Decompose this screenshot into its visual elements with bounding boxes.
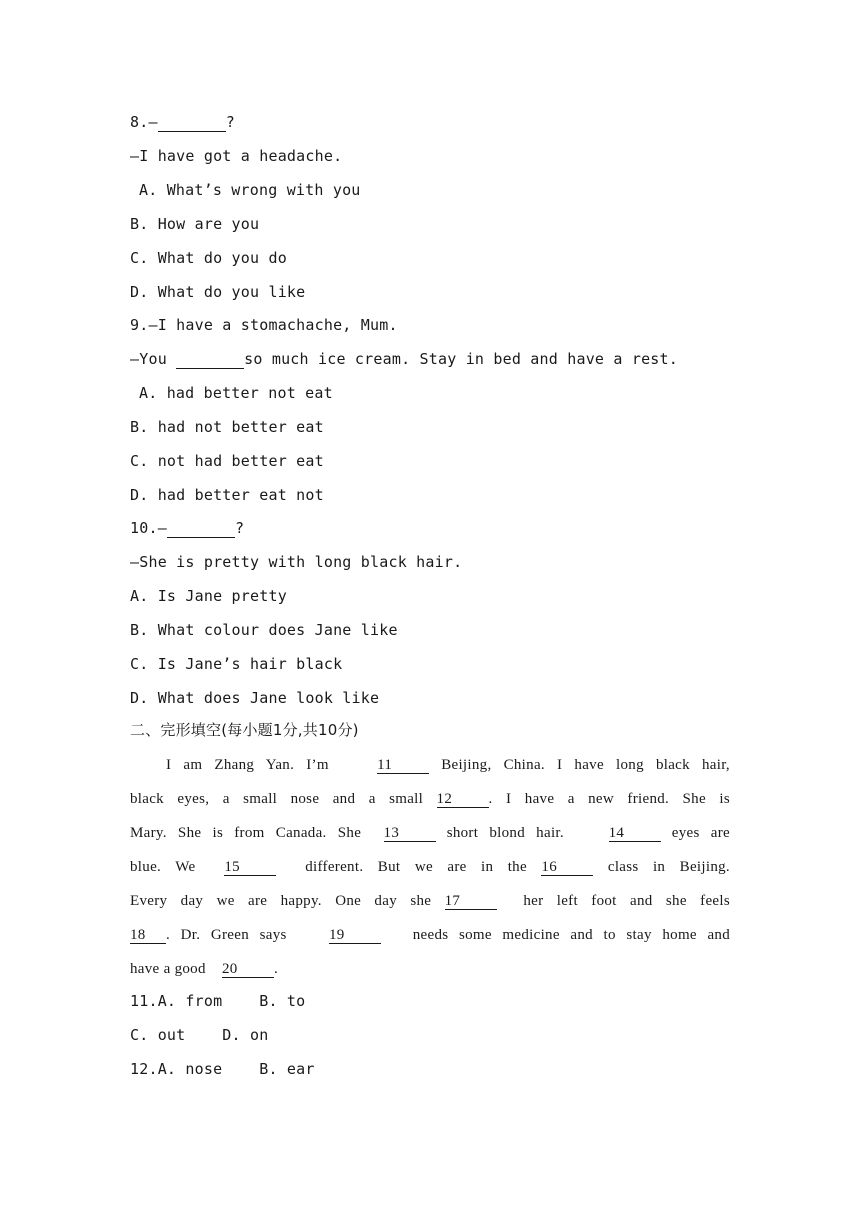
- passage-line-1: I am Zhang Yan. I’m 11 Beijing, China. I have long black hair,: [166, 757, 730, 773]
- question-9-option-b: B. had not better eat: [130, 418, 324, 436]
- question-10-stem: 10.— ?: [130, 519, 245, 537]
- passage-line-3: Mary. She is from Canada. She 13 short blond hair. 14 eyes are: [130, 825, 730, 841]
- blank-11: 11: [377, 757, 429, 774]
- answer-blank: [167, 520, 235, 538]
- passage-line-2: black eyes, a small nose and a small 12 . I have a new friend. She is: [130, 791, 730, 807]
- question-8-reply: —I have got a headache.: [130, 147, 343, 165]
- question-9-option-c: C. not had better eat: [130, 452, 324, 470]
- blank-17: 17: [445, 893, 497, 910]
- question-9-reply: —You so much ice cream. Stay in bed and have a rest.: [130, 350, 679, 368]
- question-10-option-c: C. Is Jane’s hair black: [130, 655, 343, 673]
- blank-18: 18: [130, 927, 166, 944]
- cloze-passage: [130, 748, 730, 986]
- blank-16: 16: [541, 859, 593, 876]
- question-11-options-ab: 11.A. from B. to: [130, 992, 306, 1010]
- question-9-option-a: A. had better not eat: [139, 384, 333, 402]
- question-10-option-b: B. What colour does Jane like: [130, 621, 398, 639]
- question-8-option-b: B. How are you: [130, 215, 260, 233]
- blank-20: 20: [222, 961, 274, 978]
- question-10-reply: —She is pretty with long black hair.: [130, 553, 463, 571]
- answer-blank: [176, 351, 244, 369]
- question-12-options-ab: 12.A. nose B. ear: [130, 1060, 315, 1078]
- passage-line-4: blue. We 15 different. But we are in the 16 class in Beijing.: [130, 859, 730, 875]
- blank-19: 19: [329, 927, 381, 944]
- answer-blank: [158, 114, 226, 132]
- question-8-option-d: D. What do you like: [130, 283, 306, 301]
- passage-line-5: Every day we are happy. One day she 17 her left foot and she feels: [130, 893, 730, 909]
- blank-13: 13: [384, 825, 436, 842]
- section-title: 二、完形填空(每小题1分,共10分): [130, 721, 359, 739]
- blank-12: 12: [437, 791, 489, 808]
- question-9-stem: 9.—I have a stomachache, Mum.: [130, 316, 398, 334]
- question-9-option-d: D. had better eat not: [130, 486, 324, 504]
- question-10-option-a: A. Is Jane pretty: [130, 587, 287, 605]
- question-11-options-cd: C. out D. on: [130, 1026, 269, 1044]
- passage-line-6: 18 . Dr. Green says 19 needs some medicine and to stay home and: [130, 927, 731, 943]
- question-8-option-a: A. What’s wrong with you: [139, 181, 361, 199]
- question-8-option-c: C. What do you do: [130, 249, 287, 267]
- blank-15: 15: [224, 859, 276, 876]
- question-10-option-d: D. What does Jane look like: [130, 689, 380, 707]
- question-8-stem: 8.— ?: [130, 113, 235, 131]
- passage-line-7: have a good 20 .: [130, 961, 279, 977]
- blank-14: 14: [609, 825, 661, 842]
